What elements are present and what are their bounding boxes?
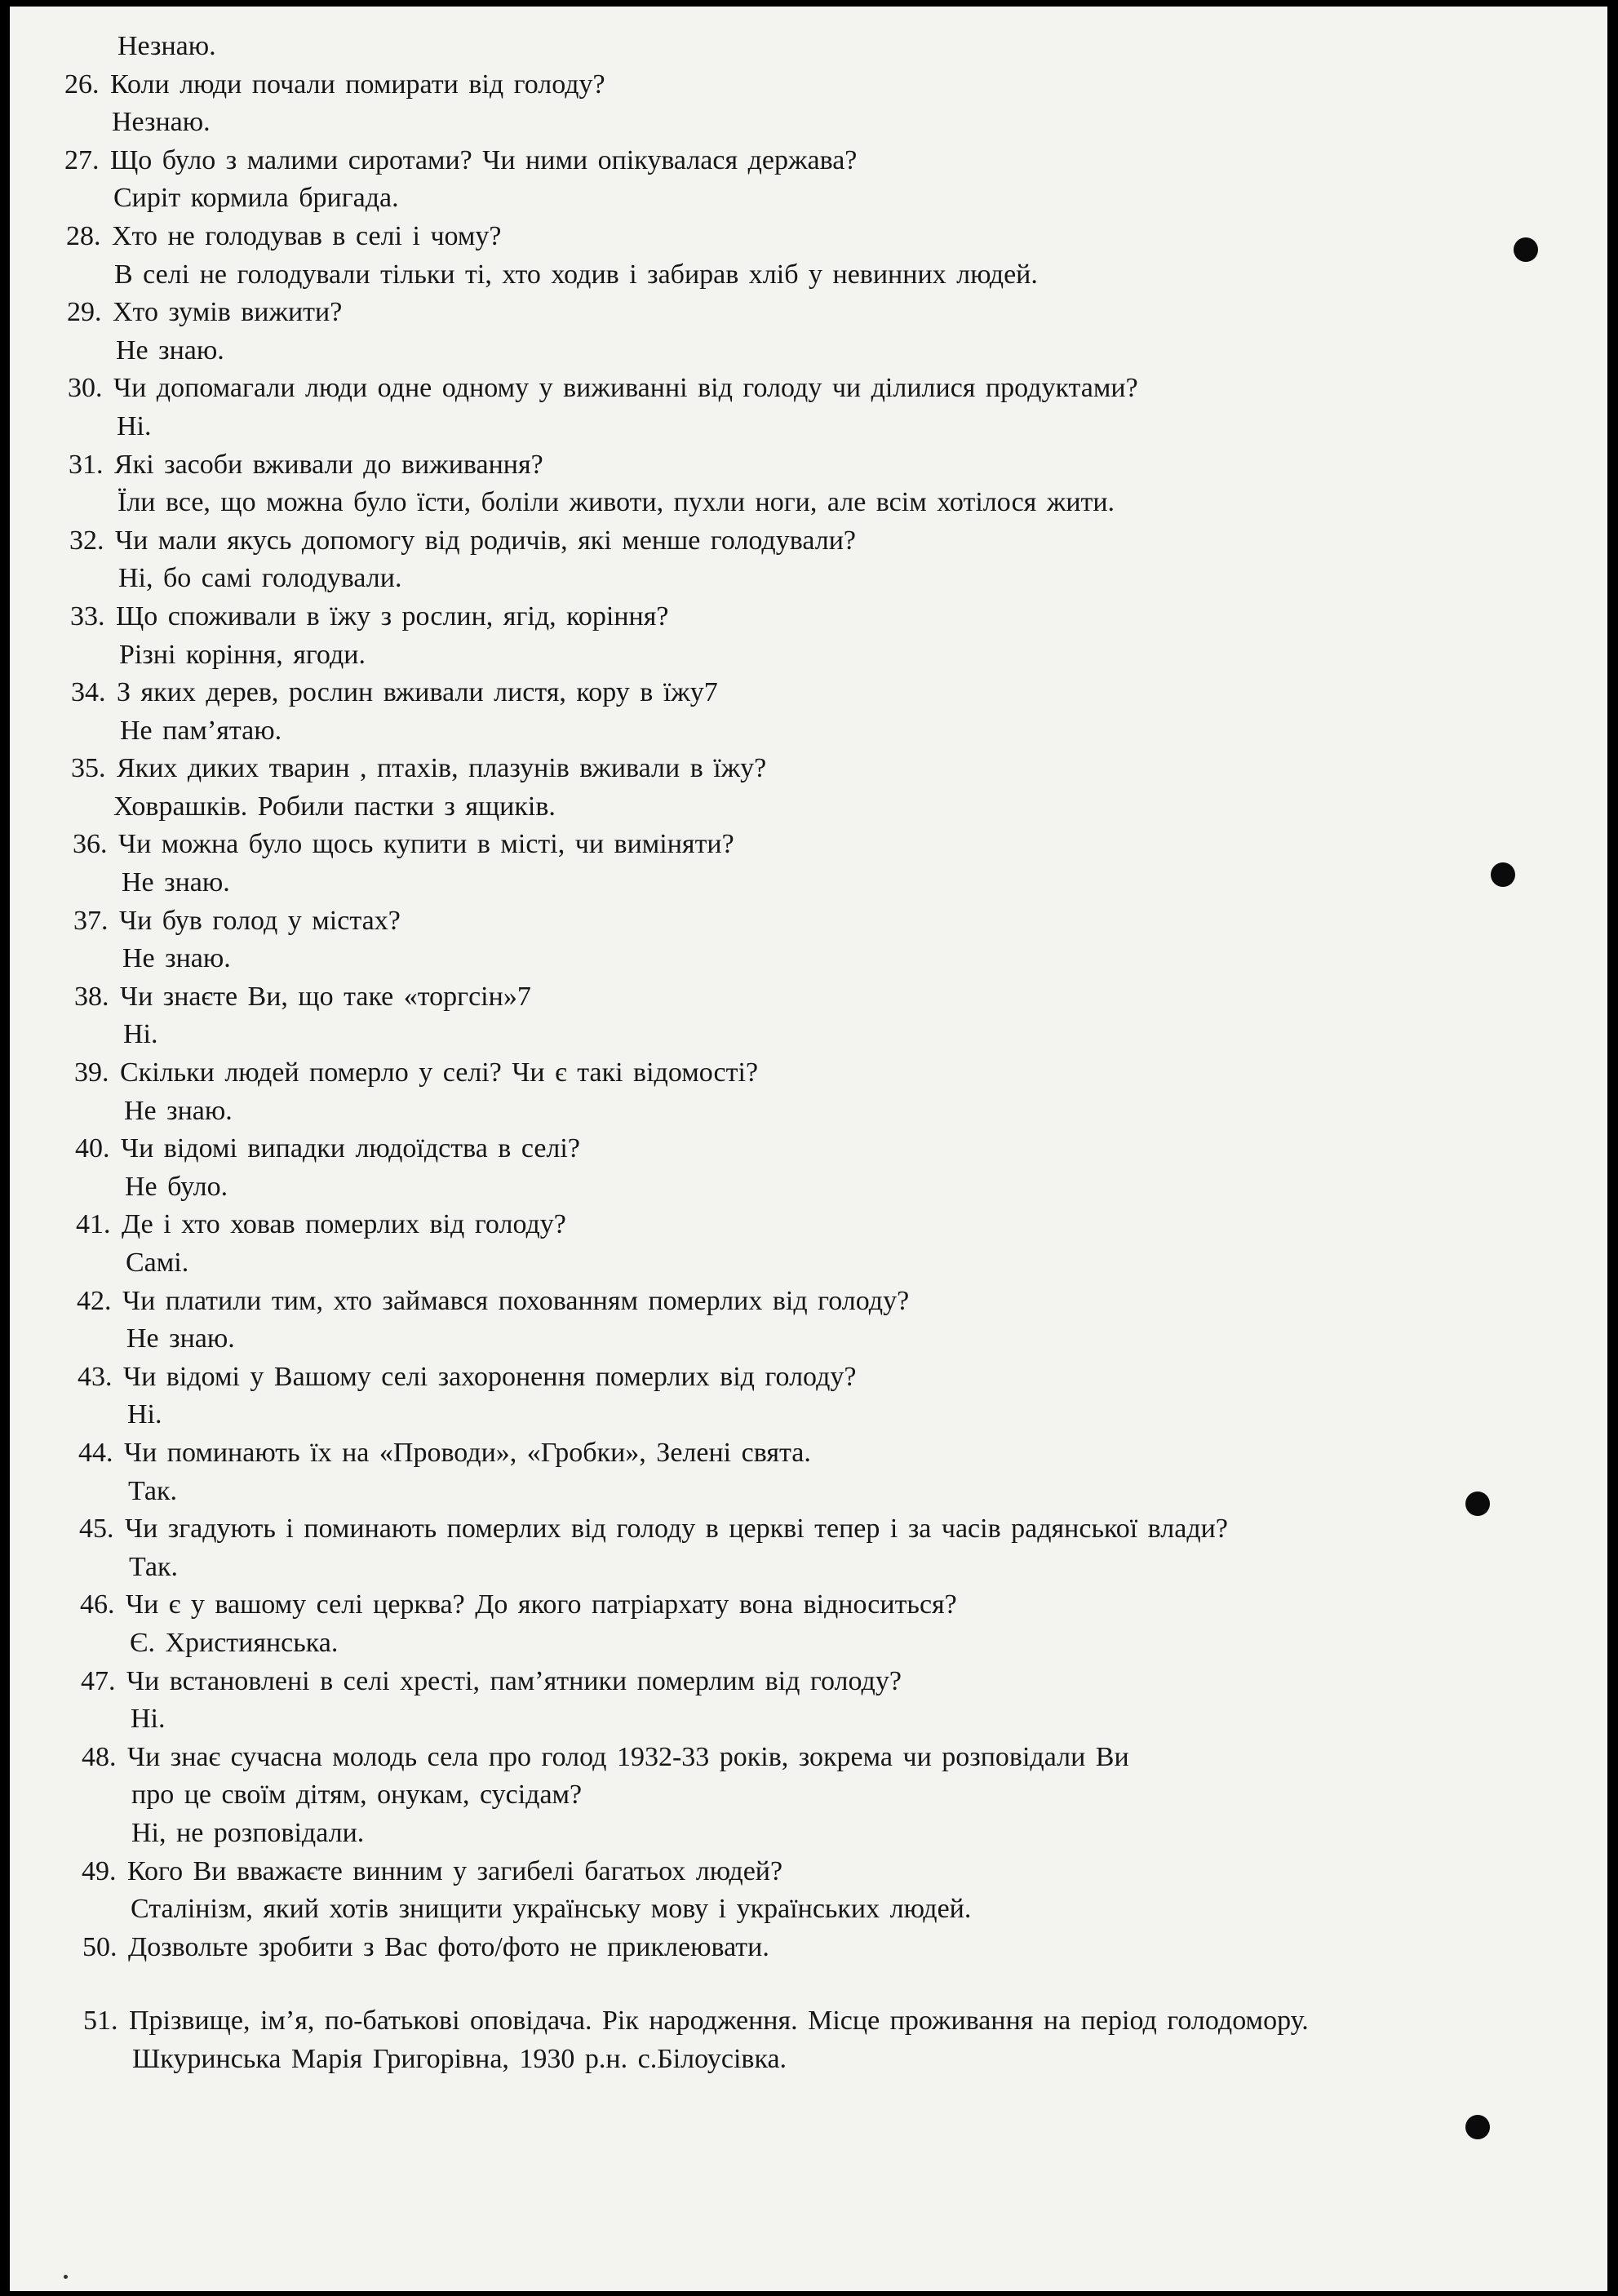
question-line: [10, 1359, 1607, 1397]
answer-text: Ні.: [123, 1019, 158, 1050]
answer-text: Сталінізм, який хотів знищити українську мову і українських людей.: [131, 1894, 972, 1925]
answer-text: Їли все, що можна було їсти, боліли животи, пухли ноги, але всім хотілося жити.: [117, 487, 1115, 518]
answer-line: [10, 712, 1607, 751]
answer-text: Так.: [128, 1475, 178, 1506]
answer-text: Так.: [129, 1551, 179, 1582]
answer-text: Не знаю.: [122, 867, 230, 898]
answer-line: [10, 940, 1607, 978]
question-line: [10, 66, 1607, 104]
answer-text: Шкуринська Марія Григорівна, 1930 р.н. с.Білоусівка.: [132, 2043, 787, 2074]
question-number: 29.: [67, 297, 102, 328]
question-text: Скільки людей померло у селі? Чи є такі відомості?: [120, 1057, 759, 1088]
question-number: 50.: [82, 1931, 117, 1962]
answer-text: Сиріт кормила бригада.: [113, 183, 399, 214]
question-number: 40.: [75, 1133, 110, 1164]
question-line: [10, 1206, 1607, 1244]
question-text: Чи є у вашому селі церква? До якого патріархату вона відноситься?: [126, 1589, 957, 1620]
question-number: 34.: [71, 677, 106, 708]
question-line: [10, 826, 1607, 864]
question-text: Прізвище, ім’я, по-батькові оповідача. Рік народження. Місце проживання на період голодомору.: [129, 2006, 1309, 2037]
question-text: З яких дерев, рослин вживали листя, кору в їжу7: [117, 677, 718, 708]
question-text: Чи поминають їх на «Проводи», «Гробки», Зелені свята.: [124, 1437, 811, 1468]
answer-line: [10, 1093, 1607, 1131]
question-line: [10, 902, 1607, 941]
answer-text: Незнаю.: [112, 107, 211, 138]
question-line: [10, 978, 1607, 1017]
question-number: 37.: [73, 905, 109, 936]
question-number: 39.: [74, 1057, 109, 1088]
question-line: [10, 2002, 1607, 2041]
question-number: 42.: [77, 1285, 112, 1316]
question-number: 28.: [66, 220, 101, 251]
answer-line: [10, 1549, 1607, 1587]
question-line-continued: [10, 1776, 1607, 1815]
answer-text: Не знаю.: [122, 943, 231, 974]
question-number: 49.: [82, 1855, 117, 1886]
answer-line: [10, 484, 1607, 522]
question-line: [10, 1434, 1607, 1473]
answer-line: [10, 1624, 1607, 1663]
answer-text: Не знаю.: [116, 335, 224, 366]
question-text: Кого Ви вважаєте винним у загибелі багатьох людей?: [127, 1855, 783, 1886]
answer-text: Не знаю.: [124, 1095, 233, 1126]
answer-text: Є. Християнська.: [130, 1627, 339, 1658]
question-text: Чи платили тим, хто займався похованням померлих від голоду?: [122, 1285, 910, 1316]
answer-line: [10, 1244, 1607, 1283]
question-text: Хто зумів вижити?: [113, 297, 343, 328]
question-text: Чи відомі випадки людоїдства в селі?: [121, 1133, 580, 1164]
answer-text: Ні, не розповідали.: [131, 1817, 365, 1848]
answer-line: [10, 864, 1607, 902]
question-number: 51.: [83, 2006, 118, 2037]
answer-text: Самі.: [126, 1248, 189, 1278]
question-line: [10, 674, 1607, 712]
question-line: [10, 1929, 1607, 1967]
questionnaire: [10, 31, 1607, 2078]
answer-line: [10, 180, 1607, 218]
answer-line: [10, 28, 1607, 66]
question-text: Чи відомі у Вашому селі захоронення померлих від голоду?: [123, 1361, 857, 1392]
question-text: Дозвольте зробити з Вас фото/фото не приклеювати.: [128, 1931, 769, 1962]
question-text: Чи згадують і поминають померлих від голоду в церкві тепер і за часів радянської влади?: [125, 1514, 1228, 1545]
answer-text: Незнаю.: [117, 31, 216, 61]
question-text: Що було з малими сиротами? Чи ними опікувалася держава?: [110, 144, 858, 175]
question-text: про це своїм дітям, онукам, сусідам?: [131, 1780, 583, 1811]
question-number: 46.: [80, 1589, 115, 1620]
question-text: Чи знає сучасна молодь села про голод 1932-33 років, зокрема чи розповідали Ви: [127, 1741, 1129, 1772]
blank-line: [10, 1966, 1607, 2002]
answer-line: [10, 1168, 1607, 1207]
answer-line: [10, 2041, 1607, 2079]
question-text: Де і хто ховав померлих від голоду?: [122, 1209, 566, 1240]
question-text: Чи допомагали люди одне одному у виживанні від голоду чи ділилися продуктами?: [113, 373, 1138, 404]
question-text: Що споживали в їжу з рослин, ягід, коріння?: [116, 601, 669, 632]
answer-line: [10, 1320, 1607, 1359]
answer-text: В селі не голодували тільки ті, хто ходив і забирав хліб у невинних людей.: [114, 259, 1038, 290]
question-number: 43.: [78, 1361, 113, 1392]
question-text: Яких диких тварин , птахів, плазунів вживали в їжу?: [117, 753, 767, 784]
answer-line: [10, 1016, 1607, 1054]
answer-line: [10, 1396, 1607, 1434]
answer-text: Різні коріння, ягоди.: [119, 639, 366, 670]
punch-hole: [1465, 2115, 1490, 2139]
question-text: Хто не голодував в селі і чому?: [112, 220, 502, 251]
question-line: [10, 1510, 1607, 1549]
answer-line: [10, 332, 1607, 370]
answer-text: Не пам’ятаю.: [120, 715, 282, 746]
question-line: [10, 218, 1607, 256]
question-line: [10, 142, 1607, 180]
question-line: [10, 1586, 1607, 1624]
question-text: Чи мали якусь допомогу від родичів, які менше голодували?: [115, 525, 856, 556]
answer-line: [10, 788, 1607, 827]
question-text: Які засоби вживали до виживання?: [114, 449, 543, 480]
question-line: [10, 1054, 1607, 1093]
question-number: 41.: [76, 1209, 111, 1240]
answer-text: Ні.: [127, 1399, 162, 1430]
question-number: 31.: [69, 449, 104, 480]
question-line: [10, 1739, 1607, 1777]
question-line: [10, 1853, 1607, 1891]
question-text: Чи можна було щось купити в місті, чи виміняти?: [118, 829, 734, 860]
question-text: Чи був голод у містах?: [119, 905, 401, 936]
question-text: Чи встановлені в селі хресті, пам’ятники померлим від голоду?: [126, 1665, 902, 1696]
answer-text: Не було.: [125, 1171, 228, 1202]
question-number: 32.: [69, 525, 104, 556]
question-line: [10, 522, 1607, 561]
question-text: Чи знаєте Ви, що таке «торгсін»7: [120, 981, 531, 1012]
speck: [64, 2275, 68, 2279]
answer-text: Ні.: [131, 1704, 166, 1735]
question-number: 44.: [78, 1437, 113, 1468]
answer-line: [10, 1815, 1607, 1853]
question-number: 47.: [81, 1665, 116, 1696]
answer-line: [10, 560, 1607, 598]
answer-line: [10, 1890, 1607, 1929]
answer-line: [10, 636, 1607, 675]
answer-text: Ховрашків. Робили пастки з ящиків.: [113, 791, 556, 822]
question-text: Коли люди почали помирати від голоду?: [110, 69, 605, 100]
answer-line: [10, 1473, 1607, 1511]
question-line: [10, 294, 1607, 332]
question-line: [10, 1130, 1607, 1168]
question-number: 27.: [64, 144, 100, 175]
question-line: [10, 598, 1607, 636]
question-line: [10, 446, 1607, 485]
answer-text: Ні.: [117, 410, 152, 441]
document-page: [10, 7, 1607, 2291]
answer-line: [10, 104, 1607, 142]
answer-line: [10, 408, 1607, 446]
question-line: [10, 1663, 1607, 1701]
question-number: 33.: [70, 601, 105, 632]
question-number: 36.: [73, 829, 108, 860]
question-line: [10, 1283, 1607, 1321]
question-number: 45.: [79, 1514, 114, 1545]
question-line: [10, 370, 1607, 408]
answer-text: Не знаю.: [126, 1323, 235, 1354]
answer-line: [10, 1700, 1607, 1739]
question-number: 35.: [71, 753, 106, 784]
answer-line: [10, 256, 1607, 295]
question-number: 38.: [74, 981, 109, 1012]
question-number: 26.: [64, 69, 100, 100]
question-number: 30.: [68, 373, 103, 404]
question-line: [10, 750, 1607, 788]
answer-text: Ні, бо самі голодували.: [118, 563, 402, 594]
question-number: 48.: [82, 1741, 117, 1772]
